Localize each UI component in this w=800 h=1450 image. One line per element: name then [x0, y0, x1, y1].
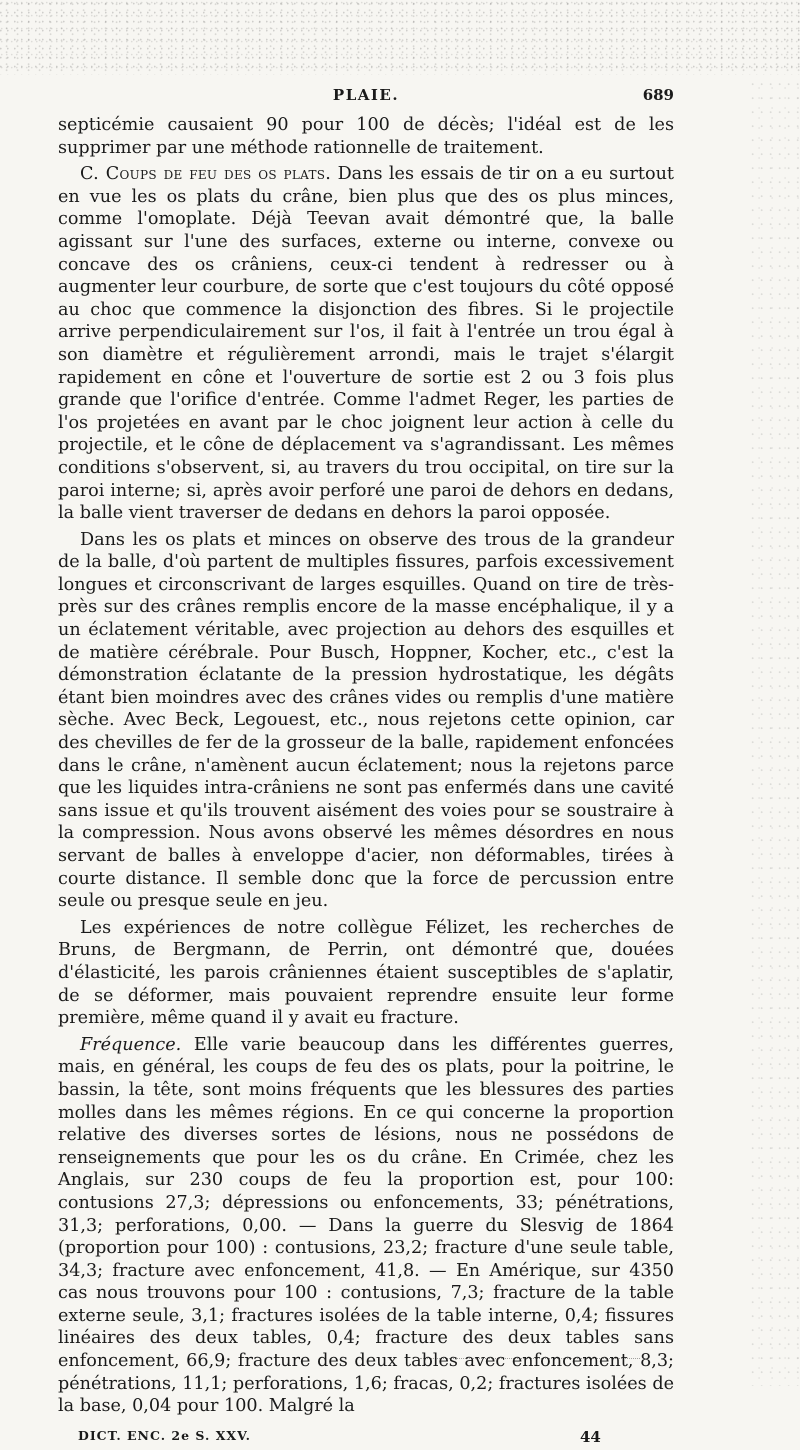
paragraph-frequency — [58, 1034, 674, 1418]
paragraph-text: Dans les essais de tir on a eu surtout en vue les os plats du crâne, bien plus que des os plus minces, comme l'omoplate. Déjà Teevan avait démontré que, la balle agissant sur l'une des surfaces, externe ou interne, convexe ou concave des os crâniens, ceux-ci tendent à redresser ou à augmenter leur courbure, de sorte que c'est toujours du côté opposé au choc que commence la disjonction des fibres. Si le projectile arrive perpendiculairement sur l'os, il fait à l'entrée un trou égal à son diamètre et régulièrement arrondi, mais le trajet s'élargit rapidement en cône et l'ouverture de sortie est 2 ou 3 fois plus grande que l'orifice d'entrée. Comme l'admet Reger, les parties de l'os projetées en avant par le choc joignent leur action à celle du projectile, et le cône de déplacement va s'agrandissant. Les mêmes conditions s'observent, si, au travers du trou occipital, on tire sur la paroi interne; si, après avoir perforé une paroi de dehors en dedans, la balle vient traverser de dedans en dehors la paroi opposée. — [58, 164, 674, 524]
paragraph-experiments — [58, 917, 674, 1030]
running-header — [58, 86, 674, 114]
bottom-noise — [420, 1358, 640, 1360]
section-heading-frequency: Fréquence. — [80, 1034, 182, 1055]
scan-speckle-top — [0, 0, 800, 75]
page-footer — [58, 1428, 674, 1450]
section-heading: C. Coups de feu des os plats. — [80, 164, 332, 185]
paragraph-text: Dans les os plats et minces on observe des trous de la grandeur de la balle, d'où partent de multiples fissures, parfois excessivement longues et circonscrivant de larges esquilles. Quand on tire de très-près sur des crânes remplis encore de la masse encéphalique, il y a un éclatement véritable, avec projection au dehors des esquilles et de matière cérébrale. Pour Busch, Hoppner, Kocher, etc., c'est la démonstration éclatante de la pression hydrostatique, les dégâts étant bien moindres avec des crânes vides ou remplis d'une matière sèche. Avec Beck, Legouest, etc., nous rejetons cette opinion, car des chevilles de fer de la grosseur de la balle, rapidement enfoncées dans le crâne, n'amènent aucun éclatement; nous la rejetons parce que les liquides intra-crâniens ne sont pas enfermés dans une cavité sans issue et qu'ils trouvent aisément des voies pour se soustraire à la compression. Nous avons observé les mêmes désordres en nous servant de balles à enveloppe d'acier, non déformables, tirées à courte distance. Il semble donc que la force de percussion entre seule ou presque seule en jeu. — [58, 529, 674, 912]
paragraph-text: septicémie causaient 90 pour 100 de décès; l'idéal est de les supprimer par une méthode rationnelle de traitement. — [58, 115, 674, 158]
body-text — [58, 114, 674, 1418]
paragraph-fissures — [58, 529, 674, 913]
paragraph-continuation — [58, 114, 674, 159]
page-number: 689 — [642, 86, 674, 104]
paragraph-flat-bones — [58, 163, 674, 525]
page — [58, 86, 674, 1450]
sheet-number: 44 — [580, 1427, 601, 1446]
signature-mark: DICT. ENC. 2e S. XXV. — [78, 1427, 251, 1443]
paragraph-text: Les expériences de notre collègue Félizet, les recherches de Bruns, de Bergmann, de Perrin, ont démontré que, douées d'élasticité, les parois crâniennes étaient susceptibles de s'aplatir, de se déformer, mais pouvaient reprendre ensuite leur forme première, même quand il y avait eu fracture. — [58, 917, 674, 1029]
scan-speckle-margin — [750, 80, 800, 1386]
paragraph-text: Elle varie beaucoup dans les différentes guerres, mais, en général, les coups de feu des os plats, pour la poitrine, le bassin, la tête, sont moins fréquents que les blessures des parties molles dans les mêmes régions. En ce qui concerne la proportion relative des diverses sortes de lésions, nous ne possédons de renseignements que pour les os du crâne. En Crimée, chez les Anglais, sur 230 coups de feu la proportion est, pour 100: contusions 27,3; dépressions ou enfoncements, 33; pénétrations, 31,3; perforations, 0,00. — Dans la guerre du Slesvig de 1864 (proportion pour 100) : contusions, 23,2; fracture d'une seule table, 34,3; fracture avec enfoncement, 41,8. — En Amérique, sur 4350 cas nous trouvons pour 100 : contusions, 7,3; fracture de la table externe seule, 3,1; fractures isolées de la table interne, 0,4; fissures linéaires des deux tables, 0,4; fracture des deux tables sans enfoncement, 66,9; fracture des deux tables avec enfoncement, 8,3; pénétrations, 11,1; perforations, 1,6; fracas, 0,2; fractures isolées de la base, 0,04 pour 100. Malgré la — [58, 1034, 674, 1417]
running-title: PLAIE. — [332, 86, 400, 104]
